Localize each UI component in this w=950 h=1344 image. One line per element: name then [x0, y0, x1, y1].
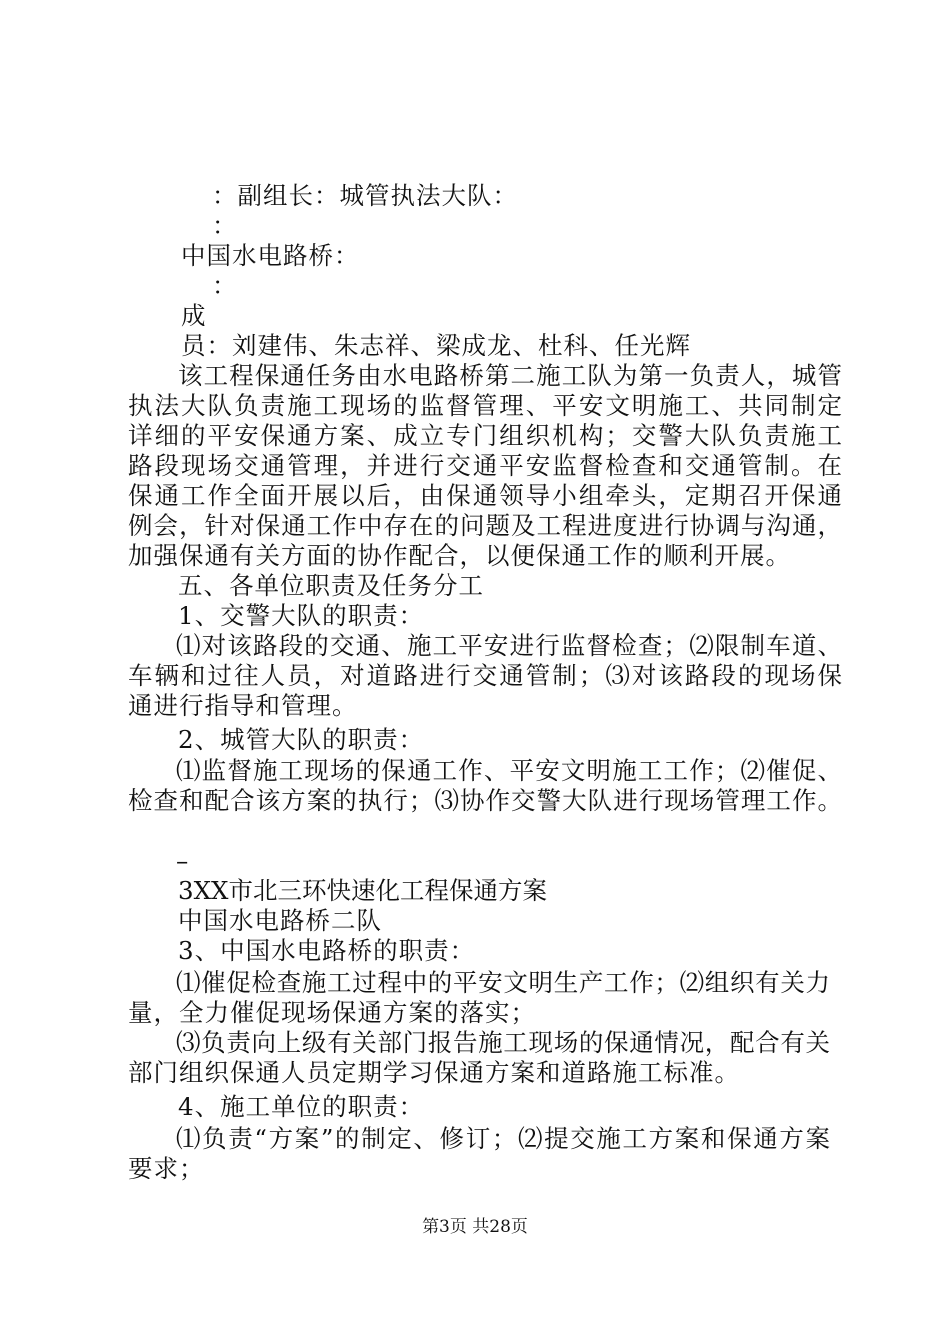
item1-line-1: ⑴对该路段的交通、施工平安进行监督检查；⑵限制车道、 — [176, 631, 842, 660]
doc-org: 中国水电路桥二队 — [178, 906, 382, 935]
item4-title: 4、施工单位的职责： — [178, 1092, 425, 1121]
paragraph1-line-4: 路段现场交通管理，并进行交通平安监督检查和交通管制。在 — [128, 451, 842, 480]
header-line-5: 成 — [181, 301, 207, 330]
paragraph1-line-5: 保通工作全面开展以后，由保通领导小组牵头，定期召开保通 — [128, 481, 842, 510]
header-line-2: ： — [212, 211, 238, 240]
paragraph1-line-3: 详细的平安保通方案、成立专门组织机构；交警大队负责施工 — [128, 421, 842, 450]
header-line-1: ：副组长：城管执法大队： — [212, 181, 518, 210]
item2-title: 2、城管大队的职责： — [178, 725, 425, 754]
item1-title: 1、交警大队的职责： — [178, 601, 425, 630]
page-number-footer: 第3页 共28页 — [422, 1217, 528, 1237]
item4-line-2: 要求； — [128, 1154, 205, 1183]
item2-line-2: 检查和配合该方案的执行；⑶协作交警大队进行现场管理工作。 — [128, 786, 842, 815]
item3-line-2: 量，全力催促现场保通方案的落实； — [128, 998, 536, 1027]
paragraph1-line-2: 执法大队负责施工现场的监督管理、平安文明施工、共同制定 — [128, 391, 842, 420]
doc-title: 3XX市北三环快速化工程保通方案 — [178, 876, 547, 905]
item3-title: 3、中国水电路桥的职责： — [178, 936, 476, 965]
item3-line-3: ⑶负责向上级有关部门报告施工现场的保通情况，配合有关 — [176, 1028, 830, 1057]
item3-line-1: ⑴催促检查施工过程中的平安文明生产工作；⑵组织有关力 — [176, 968, 830, 997]
item3-line-4: 部门组织保通人员定期学习保通方案和道路施工标准。 — [128, 1058, 740, 1087]
section5-title: 五、各单位职责及任务分工 — [178, 571, 484, 600]
paragraph1-line-1: 该工程保通任务由水电路桥第二施工队为第一负责人，城管 — [178, 361, 842, 390]
item4-line-1: ⑴负责“方案”的制定、修订；⑵提交施工方案和保通方案 — [176, 1124, 830, 1153]
item1-line-2: 车辆和过往人员，对道路进行交通管制；⑶对该路段的现场保 — [128, 661, 842, 690]
header-line-6: 员：刘建伟、朱志祥、梁成龙、杜科、任光辉 — [181, 331, 691, 360]
paragraph1-line-6: 例会，针对保通工作中存在的问题及工程进度进行协调与沟通， — [128, 511, 842, 540]
item2-line-1: ⑴监督施工现场的保通工作、平安文明施工工作；⑵催促、 — [176, 756, 842, 785]
separator-dash: – — [176, 846, 190, 875]
header-line-4: ： — [212, 271, 238, 300]
paragraph1-line-7: 加强保通有关方面的协作配合，以便保通工作的顺利开展。 — [128, 541, 791, 570]
item1-line-3: 通进行指导和管理。 — [128, 691, 358, 720]
header-line-3: 中国水电路桥： — [181, 241, 360, 270]
